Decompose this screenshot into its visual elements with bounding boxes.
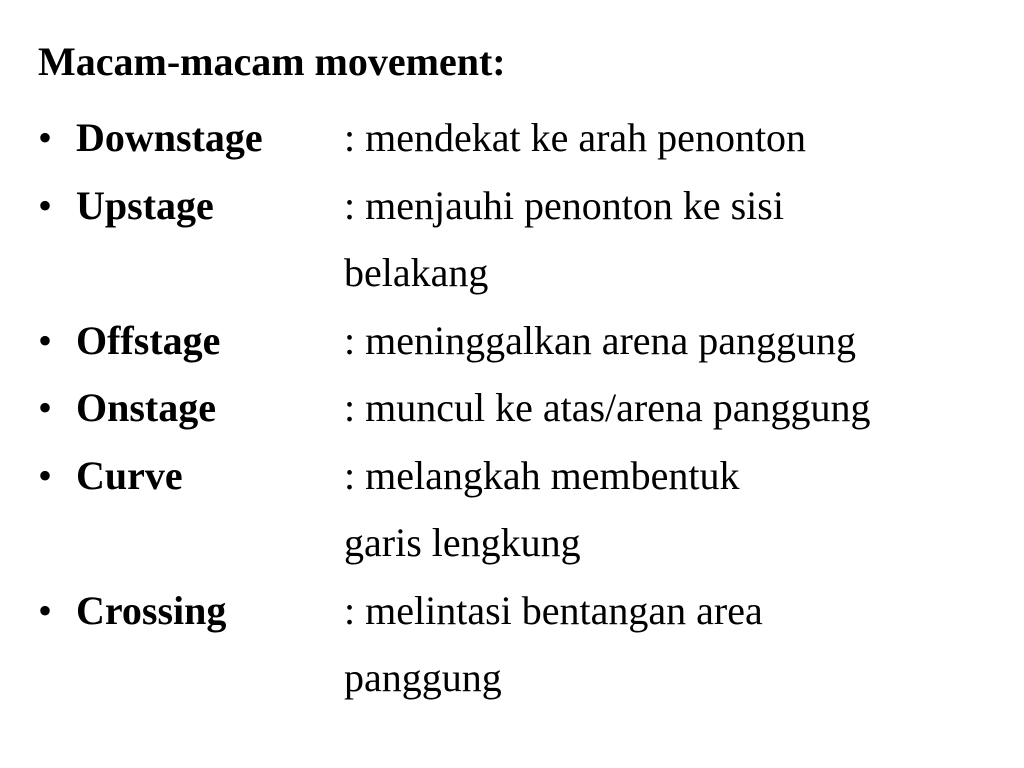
- term-definition-line: : melintasi bentangan area: [344, 587, 763, 633]
- term-definition-continuation: panggung: [344, 655, 502, 700]
- bullet-icon: •: [38, 587, 53, 633]
- bullet-icon: •: [38, 452, 53, 498]
- term-name: Crossing: [76, 587, 227, 633]
- term-name: Downstage: [76, 115, 263, 160]
- term-onstage: [38, 374, 870, 442]
- term-definition-continuation: garis lengkung: [344, 520, 581, 565]
- term-name: Offstage: [76, 317, 221, 363]
- term-crossing: [38, 577, 870, 712]
- term-upstage: [38, 172, 870, 307]
- term-name: Onstage: [76, 385, 216, 430]
- term-definition-line: : mendekat ke arah penonton: [344, 115, 807, 160]
- bullet-icon: •: [38, 317, 53, 363]
- bullet-icon: •: [38, 182, 53, 228]
- slide-heading: Macam-macam movement:: [38, 39, 506, 84]
- term-name: Curve: [76, 452, 183, 498]
- term-curve: [38, 442, 870, 577]
- term-definition-line: : melangkah membentuk: [344, 452, 740, 498]
- term-name: Upstage: [76, 182, 214, 228]
- term-downstage: [38, 104, 870, 172]
- term-definition-line: : meninggalkan arena panggung: [344, 317, 857, 363]
- term-definition-continuation: belakang: [344, 250, 489, 295]
- term-definition-line: : muncul ke atas/arena panggung: [344, 385, 871, 430]
- term-offstage: [38, 307, 870, 375]
- bullet-icon: •: [38, 385, 53, 430]
- movement-terms-list: [38, 104, 870, 712]
- term-definition-line: : menjauhi penonton ke sisi: [344, 182, 784, 228]
- bullet-icon: •: [38, 115, 53, 160]
